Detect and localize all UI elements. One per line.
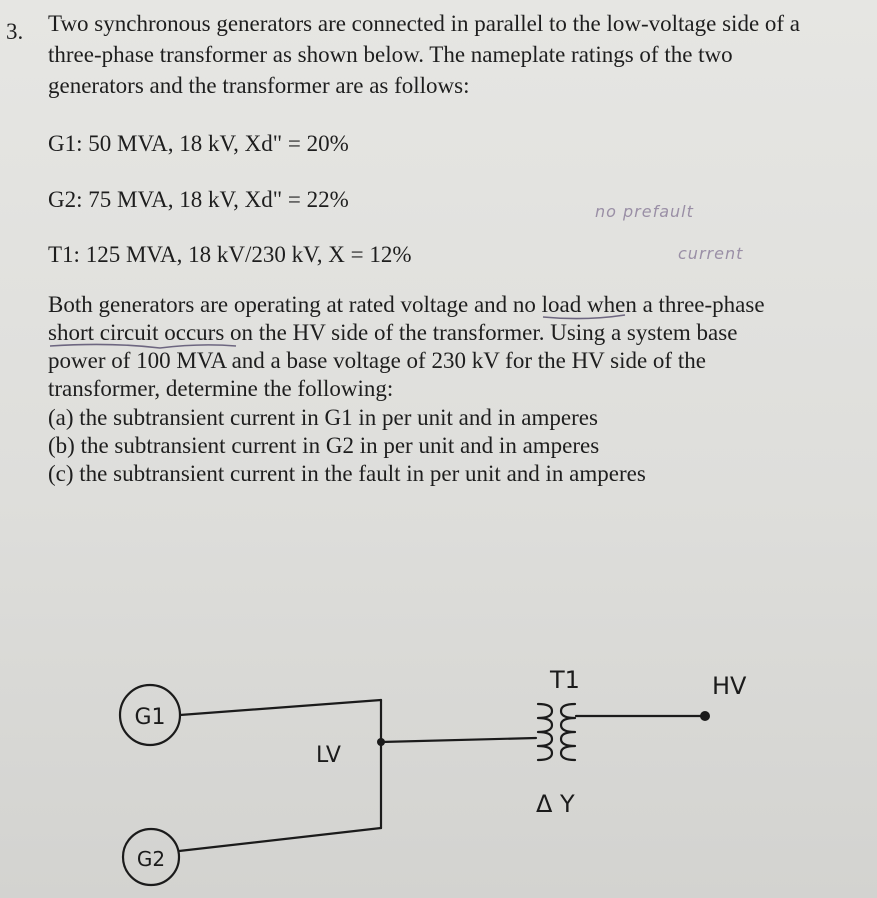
body-line-1: Both generators are operating at rated voltage and no load when a three-phase (48, 292, 765, 317)
part-b: (b) the subtransient current in G2 in per unit and in amperes (48, 433, 600, 458)
part-a: (a) the subtransient current in G1 in per unit and in amperes (48, 405, 598, 430)
intro-line-2: three-phase transformer as shown below. The nameplate ratings of the two (48, 42, 733, 67)
transformer-secondary-winding (561, 704, 575, 760)
wire-lv-to-transformer (381, 738, 536, 742)
body-line-3: power of 100 MVA and a base voltage of 230 kV for the HV side of the (48, 348, 706, 373)
wire-g1 (180, 700, 381, 715)
lv-label: LV (316, 743, 341, 768)
generator-g2-label: G2 (136, 847, 166, 871)
hv-label: HV (712, 672, 747, 700)
rating-g1: G1: 50 MVA, 18 kV, Xd" = 20% (48, 131, 349, 156)
handwritten-note-line-2: current (678, 244, 744, 263)
body-line-2: short circuit occurs on the HV side of the transformer. Using a system base (48, 320, 738, 345)
intro-line-1: Two synchronous generators are connected in parallel to the low-voltage side of a (48, 11, 801, 36)
generator-g1-label: G1 (134, 705, 166, 730)
wire-g2 (179, 828, 381, 851)
part-c: (c) the subtransient current in the fault in per unit and in amperes (48, 461, 646, 486)
handwritten-note-line-1: no prefault (595, 202, 694, 221)
problem-number: 3. (6, 19, 24, 44)
delta-wye-label: Δ Y (536, 790, 575, 818)
transformer-primary-winding (538, 704, 552, 760)
rating-g2: G2: 75 MVA, 18 kV, Xd" = 22% (48, 187, 349, 212)
body-line-4: transformer, determine the following: (48, 376, 394, 401)
hv-fault-node (700, 711, 710, 721)
transformer-label: T1 (550, 666, 580, 694)
rating-t1: T1: 125 MVA, 18 kV/230 kV, X = 12% (48, 242, 412, 267)
intro-line-3: generators and the transformer are as follows: (48, 73, 470, 98)
